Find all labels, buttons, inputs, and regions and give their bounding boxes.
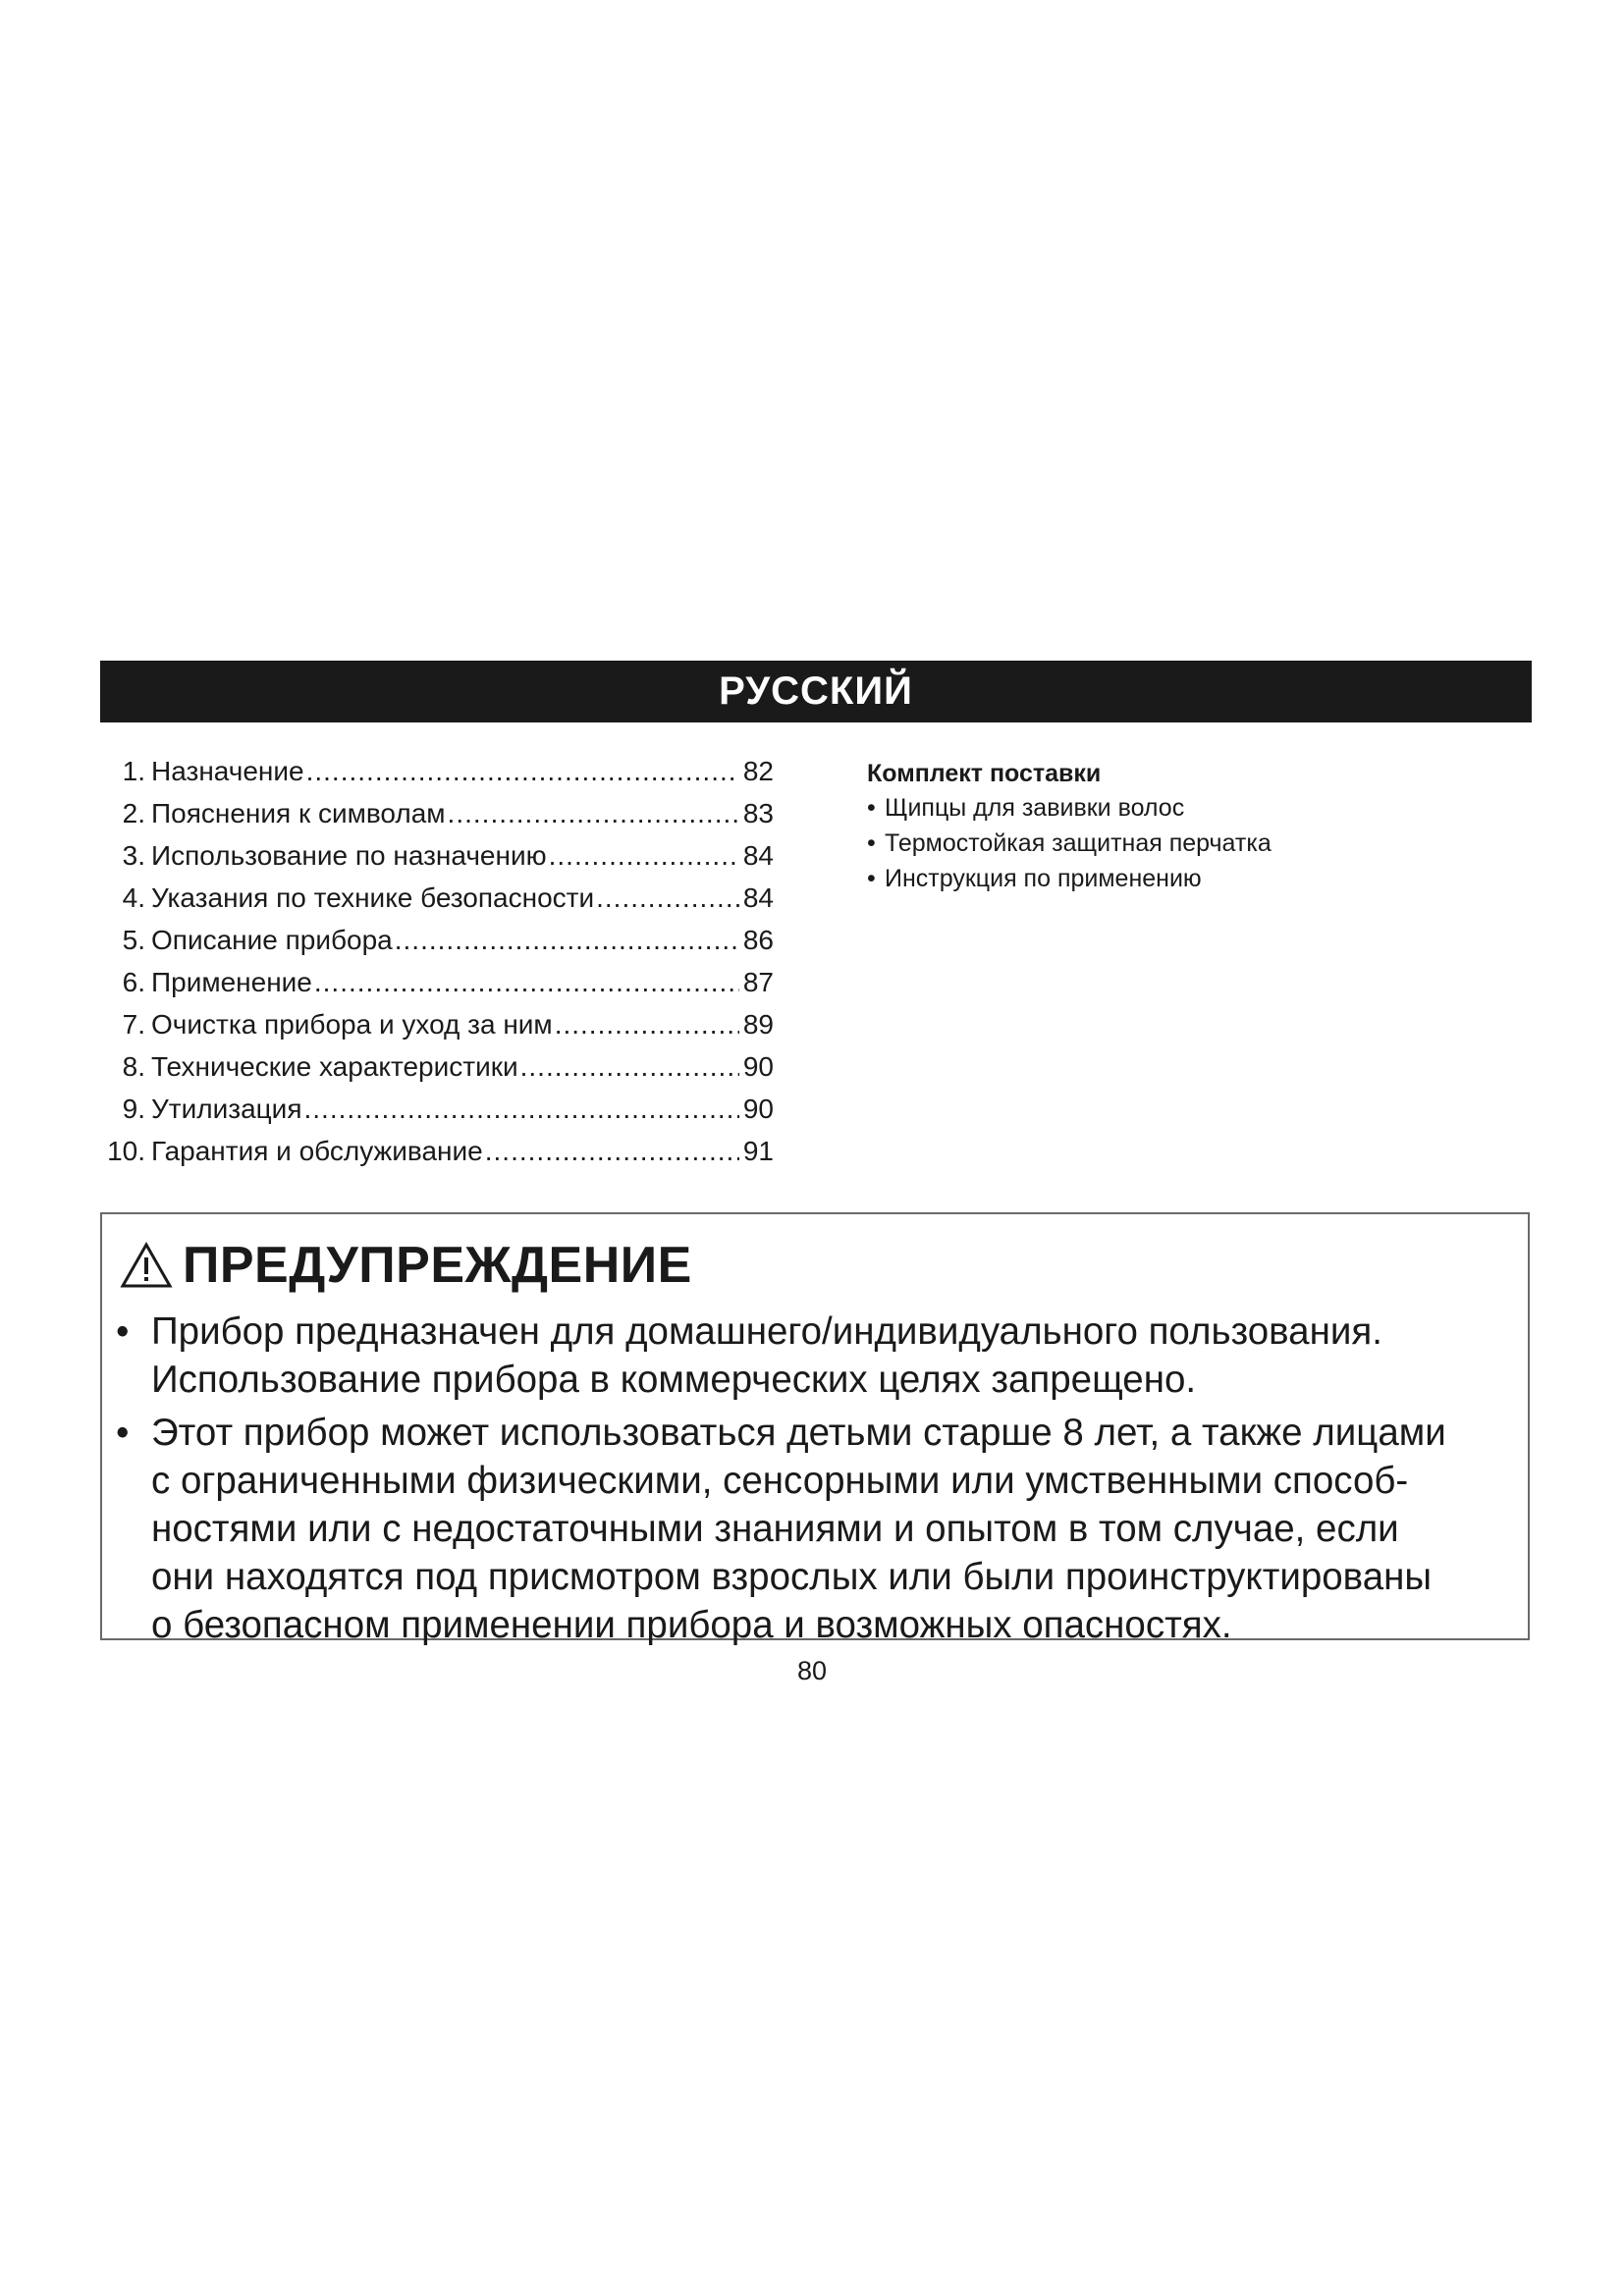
supply-list — [867, 794, 1456, 900]
language-header — [100, 661, 1532, 722]
text-line: с ограниченными физическими, сенсорными или умственными способ- — [151, 1460, 1409, 1502]
toc-item — [96, 1051, 774, 1094]
toc-leader-dots — [555, 1009, 739, 1041]
supply-item-text: Щипцы для завивки волос — [885, 794, 1185, 822]
bullet: • — [116, 1412, 130, 1454]
toc-item-number: 1. — [122, 756, 145, 786]
text-line: ностями или с недостаточными знаниями и опытом в том случае, если — [151, 1508, 1399, 1550]
toc-item-title: Использование по назначению — [151, 840, 547, 871]
text-line: о безопасном применении прибора и возможных опасностях. — [151, 1604, 1232, 1646]
toc-item — [96, 840, 774, 882]
warning-item-text — [151, 1308, 1382, 1404]
toc-item-title: Применение — [151, 967, 312, 997]
text-line: они находятся под присмотром взрослых или были проинструктированы — [151, 1556, 1433, 1598]
toc-item-page: 87 — [742, 967, 774, 997]
toc-item-page: 82 — [742, 756, 774, 786]
warning-box — [100, 1212, 1530, 1646]
supply-item-text: Инструкция по применению — [885, 865, 1202, 892]
toc-item-number: 8. — [122, 1051, 145, 1082]
text-line: Этот прибор может использоваться детьми старше 8 лет, а также лицами — [151, 1412, 1446, 1454]
toc-leader-dots — [549, 840, 739, 872]
toc-item-title: Гарантия и обслуживание — [151, 1136, 483, 1166]
toc-item — [96, 1009, 774, 1051]
toc-leader-dots — [596, 882, 739, 914]
toc-item-number: 10. — [107, 1136, 145, 1166]
toc-item — [96, 925, 774, 967]
toc-item-number: 2. — [122, 798, 145, 828]
list-item — [116, 1409, 1520, 1649]
list-item — [867, 865, 1456, 900]
warning-title: ПРЕДУПРЕЖДЕНИЕ — [183, 1237, 692, 1294]
toc-item-number: 4. — [122, 882, 145, 913]
toc-item-page: 90 — [742, 1094, 774, 1124]
list-item — [116, 1308, 1520, 1404]
toc-item-page: 86 — [742, 925, 774, 955]
toc-item-page: 90 — [742, 1051, 774, 1082]
supply-item-text: Термостойкая защитная перчатка — [885, 829, 1272, 857]
toc-item-page: 84 — [742, 882, 774, 913]
toc-item-title: Описание прибора — [151, 925, 393, 955]
toc-item-title: Утилизация — [151, 1094, 302, 1124]
bullet: • — [116, 1310, 130, 1353]
toc-leader-dots — [314, 967, 739, 998]
toc-item — [96, 1136, 774, 1178]
toc-item-title: Пояснения к символам — [151, 798, 446, 828]
toc-item — [96, 967, 774, 1009]
toc-item-number: 9. — [122, 1094, 145, 1124]
toc-item-number: 6. — [122, 967, 145, 997]
supply-contents — [867, 760, 1456, 900]
toc-item-page: 89 — [742, 1009, 774, 1040]
toc-leader-dots — [520, 1051, 739, 1083]
toc-item-title: Назначение — [151, 756, 304, 786]
toc-leader-dots — [303, 1094, 738, 1125]
warning-heading — [120, 1236, 692, 1295]
toc-leader-dots — [306, 756, 739, 787]
table-of-contents — [96, 756, 774, 1178]
toc-item-page: 91 — [742, 1136, 774, 1166]
bullet: • — [867, 829, 876, 857]
language-title: РУССКИЙ — [719, 669, 913, 713]
toc-item-page: 84 — [742, 840, 774, 871]
toc-item-title: Указания по технике безопасности — [151, 882, 595, 913]
toc-item — [96, 798, 774, 840]
toc-item-number: 3. — [122, 840, 145, 871]
warning-item-text — [151, 1409, 1446, 1649]
bullet: • — [867, 865, 876, 892]
toc-item-number: 5. — [122, 925, 145, 955]
toc-item-page: 83 — [742, 798, 774, 828]
text-line: Использование прибора в коммерческих целях запрещено. — [151, 1359, 1197, 1401]
bullet: • — [867, 794, 876, 822]
toc-item — [96, 1094, 774, 1136]
warning-triangle-icon — [120, 1242, 173, 1289]
list-item — [867, 794, 1456, 829]
supply-title: Комплект поставки — [867, 760, 1102, 787]
toc-item-title: Очистка прибора и уход за ним — [151, 1009, 553, 1040]
warning-list — [116, 1308, 1520, 1654]
toc-item — [96, 882, 774, 925]
toc-item-number: 7. — [122, 1009, 145, 1040]
page-number: 80 — [796, 1656, 828, 1685]
toc-leader-dots — [485, 1136, 739, 1167]
toc-leader-dots — [395, 925, 739, 956]
toc-item-title: Технические характеристики — [151, 1051, 518, 1082]
toc-item — [96, 756, 774, 798]
toc-leader-dots — [448, 798, 739, 829]
text-line: Прибор предназначен для домашнего/индивидуального пользования. — [151, 1310, 1382, 1353]
list-item — [867, 829, 1456, 865]
